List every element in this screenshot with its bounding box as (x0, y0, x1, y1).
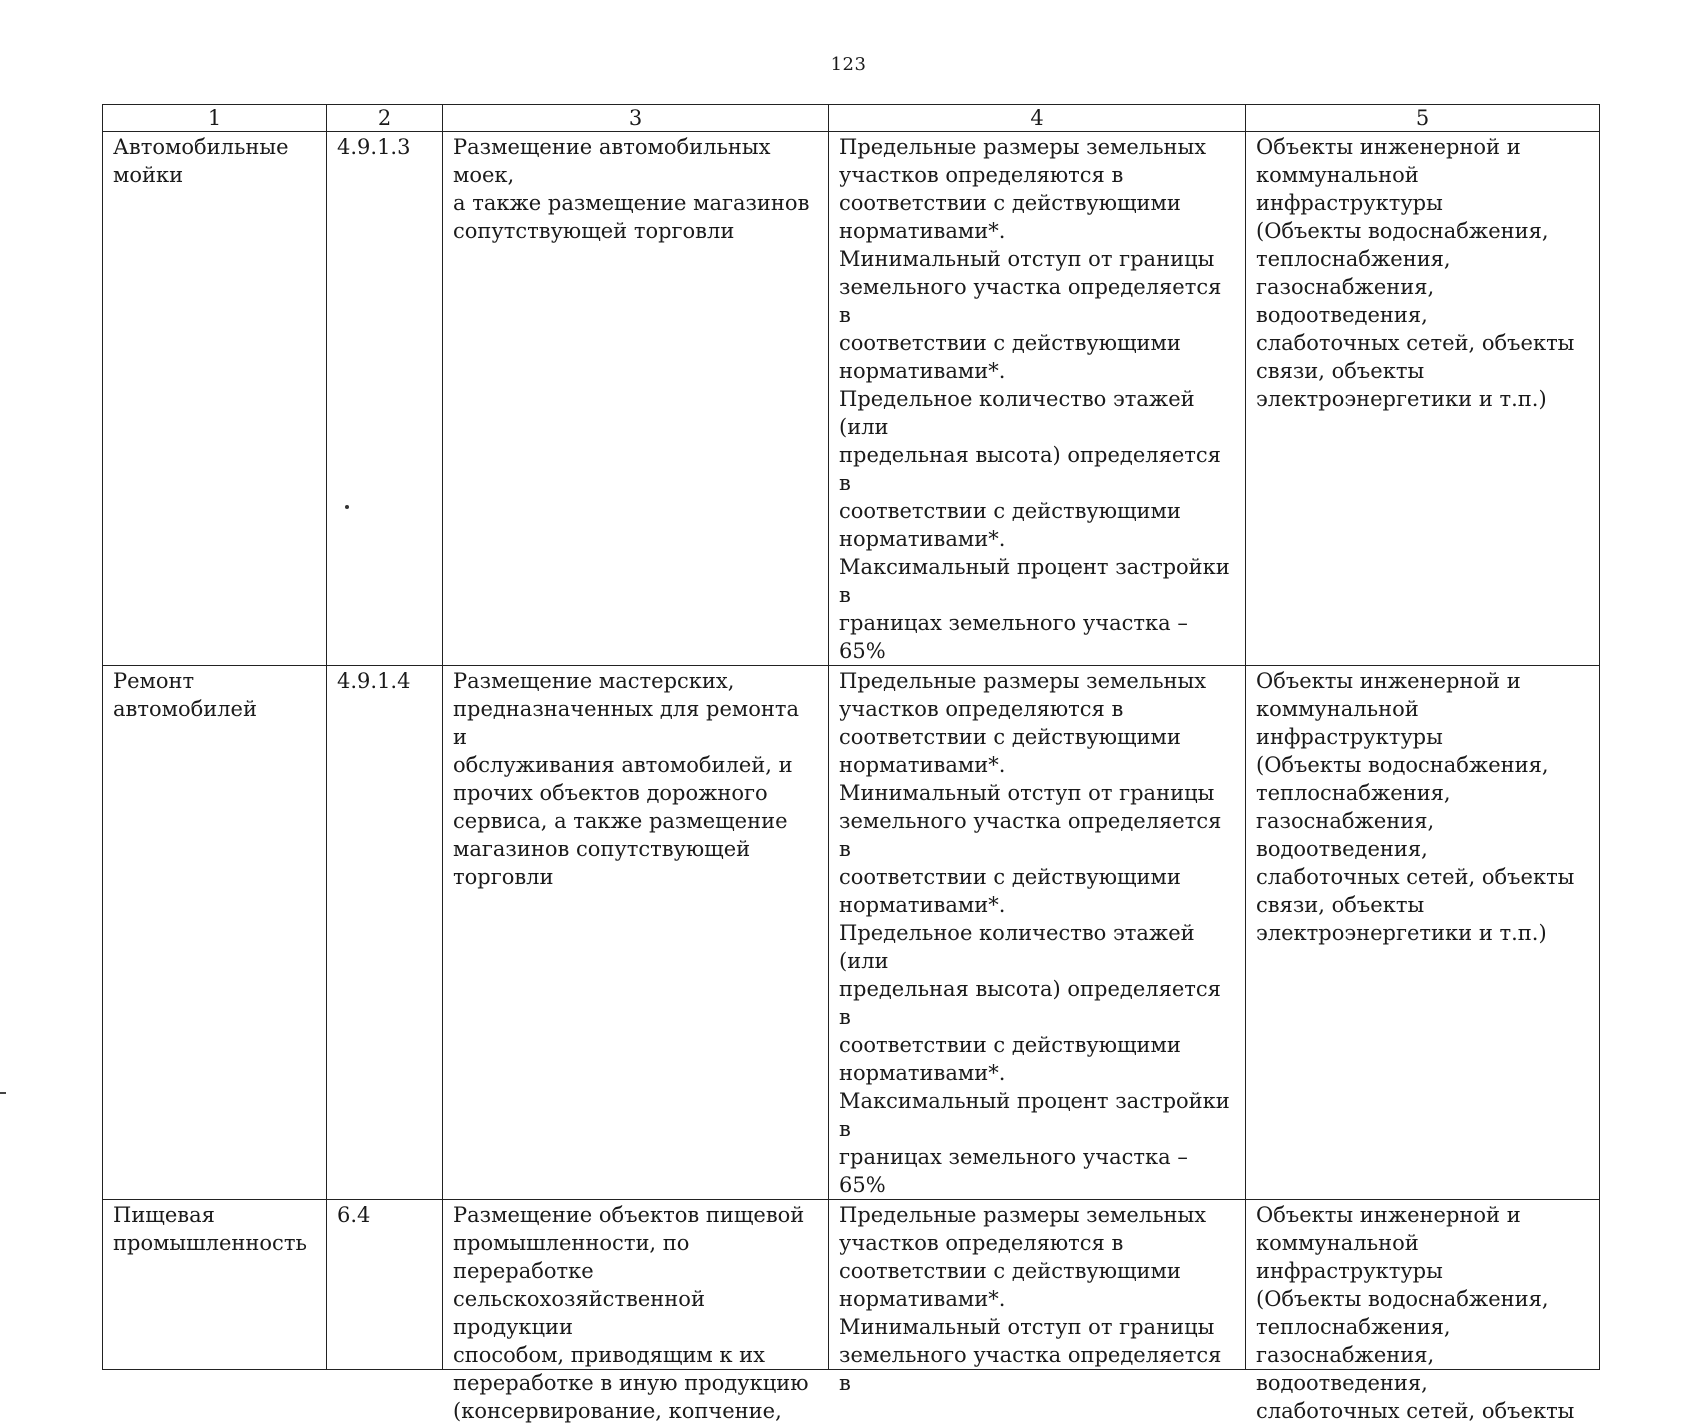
use-code-cell: 6.4 (327, 1200, 443, 1370)
use-parameters-cell: Предельные размеры земельных участков определяются в соответствии с действующими нормативами*. Минимальный отступ от границы земельного участка определяется в соответствии с действующими нормативами*. Предельное количество этажей (или предельная высота) определяется в соответствии с действующими нормативами*. Максимальный процент застройки в границах земельного участка – 65% (829, 132, 1246, 666)
use-description-cell: Размещение мастерских, предназначенных для ремонта и обслуживания автомобилей, и прочих объектов дорожного сервиса, а также размещение магазинов сопутствующей торговли (443, 666, 829, 1200)
land-use-table (102, 104, 1600, 1423)
header-row (103, 105, 1600, 132)
scan-speck (345, 505, 349, 509)
use-code-cell: 4.9.1.4 (327, 666, 443, 1200)
use-parameters-cell: Предельные размеры земельных участков определяются в соответствии с действующими нормативами*. Минимальный отступ от границы земельного участка определяется в соответствии с действующими нормативами*. Предельное количество этажей (или предельная высота) определяется в соответствии с действующими нормативами*. Максимальный процент застройки в границах земельного участка – 65% (829, 666, 1246, 1200)
auxiliary-uses-cell: Объекты инженерной и коммунальной инфраструктуры (Объекты водоснабжения, теплоснабжения, газоснабжения, водоотведения, слаботочных сетей, объекты связи, объекты электроэнергетики и т.п.) (1246, 132, 1600, 666)
use-name-cell: Ремонт автомобилей (103, 666, 327, 1200)
table-row (103, 132, 1600, 666)
column-header-4: 4 (829, 105, 1246, 132)
column-header-5: 5 (1246, 105, 1600, 132)
column-header-2: 2 (327, 105, 443, 132)
table-row (103, 666, 1600, 1200)
use-description-cell: Размещение автомобильных моек, а также размещение магазинов сопутствующей торговли (443, 132, 829, 666)
use-description-cell: Размещение объектов пищевой промышленности, по переработке сельскохозяйственной продукции способом, приводящим к их переработке в иную продукцию (консервирование, копчение, (443, 1200, 829, 1370)
column-header-3: 3 (443, 105, 829, 132)
use-parameters-cell: Предельные размеры земельных участков определяются в соответствии с действующими нормативами*. Минимальный отступ от границы земельного участка определяется в (829, 1200, 1246, 1370)
auxiliary-uses-cell: Объекты инженерной и коммунальной инфраструктуры (Объекты водоснабжения, теплоснабжения, газоснабжения, водоотведения, слаботочных сетей, объекты (1246, 1200, 1600, 1370)
margin-mark (0, 1092, 6, 1094)
use-name-cell: Пищевая промышленность (103, 1200, 327, 1370)
page-number: 123 (830, 54, 867, 75)
use-name-cell: Автомобильные мойки (103, 132, 327, 666)
table-row (103, 1200, 1600, 1370)
use-code-cell: 4.9.1.3 (327, 132, 443, 666)
auxiliary-uses-cell: Объекты инженерной и коммунальной инфраструктуры (Объекты водоснабжения, теплоснабжения, газоснабжения, водоотведения, слаботочных сетей, объекты связи, объекты электроэнергетики и т.п.) (1246, 666, 1600, 1200)
column-header-1: 1 (103, 105, 327, 132)
